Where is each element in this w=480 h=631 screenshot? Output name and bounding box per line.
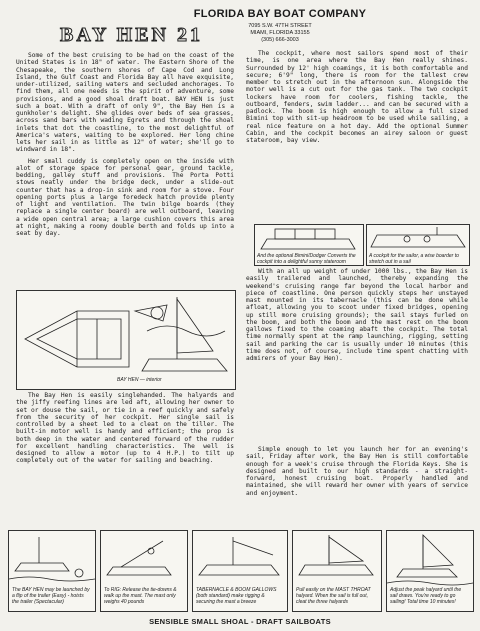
- caption-plan: BAY HEN — interior: [117, 377, 162, 383]
- caption-strip-sailing: Adjust the peak halyard until the sail draws. You're ready to go sailing! Total time 10 minutes!: [390, 587, 462, 605]
- strip-panel-sailing: [386, 530, 474, 612]
- summer-cabin-illustration: [254, 224, 364, 266]
- column-right-top: [246, 50, 468, 148]
- strip-panel-tabernacle: [192, 530, 288, 612]
- footer-tagline: SENSIBLE SMALL SHOAL - DRAFT SAILBOATS: [149, 617, 331, 626]
- cockpit-illustration: [366, 224, 470, 266]
- address-city: MIAMI, FLORIDA 33155: [250, 30, 310, 36]
- caption-strip-launch: The BAY HEN may be launched by a flip of the trailer (Easy) - hoists the trailer (Spectacular): [12, 587, 90, 605]
- address-street: 7095 S.W. 47TH STREET: [248, 23, 312, 29]
- strip-panel-halyard: [292, 530, 382, 612]
- halyard-svg: [293, 531, 381, 587]
- caption-strip-halyard: Pull easily on the MAST THROAT halyard. When the sail is full out, cleat the three halyards: [296, 587, 371, 605]
- sailing-svg: [387, 531, 473, 587]
- paragraph-singlehanded: The Bay Hen is easily singlehanded. The halyards and the jiffy reefing lines are led aft, allowing her owner to set or douse the sail, or tie in a reef quickly and safely from the security of her cockpit. Her single sail is controlled by a sheet led to a cleat on the tiller. The built-in motor well is handy and efficient; the prop is both deep in the water and centered forward of the rudder for excellent handling characteristics. The well is designed to allow a motor (up to 4 H.P.) to tilt up completely out of the water for sailing and beaching.: [16, 392, 234, 465]
- launch-svg: [9, 531, 95, 587]
- summer-cabin-svg: [255, 225, 363, 255]
- caption-strip-rig: To RIG: Release the tie-downs & walk up the mast. The mast only weighs 40 pounds: [104, 587, 177, 605]
- paragraph-cuddy: Her small cuddy is completely open on the inside with alot of storage space for personal gear, ground tackle, bedding, galley stuff and provisions. The Porta Potti stows neatly under the bridge deck, under a slide-out counter that has a drop-in sink and room for a stove. Four opening ports plus a large foredeck hatch provide plenty of light and ventilation. The twin bilge boards (they replace a single center board) are well outboard, leaving a wide open central area; a large cushion covers this area at night, making a roomy double berth and folds up into a seat by day.: [16, 157, 234, 237]
- column-right-bottom: [246, 446, 468, 501]
- column-left-bottom: [16, 392, 234, 469]
- rig-svg: [101, 531, 187, 587]
- column-left-top: [16, 52, 234, 241]
- caption-cabin: And the optional Bimini/Dodger Converts the cockpit into a delightful sunny stateroom: [257, 253, 356, 265]
- paragraph-intro: Some of the best cruising to be had on the coast of the United States is in 18" of water. The Eastern Shore of the Chesapeake, the southern shores of Cape Cod and Long Island, the Gulf Coast and Florida Bay all have exquisite, under-utilized, sailing waters and secluded anchorages. To find them, all one needs is the spirit of adventure, some provisions, and a good shoal draft boat. BAY HEN is just such a boat. With a draft of only 9", the Bay Hen is a gunkholer's delight. She glides over beds of sea grasses, across sand bars with wading Egrets and through the shoal inlets that dot the coastline, to the most delightful of America's waters, waiting to be explored. Her long chine lets her sail in as little as 12" of water; she'll go to windward in 18".: [16, 52, 234, 154]
- cockpit-svg: [367, 225, 469, 255]
- caption-cockpit: A cockpit for the sailor, a wise boarder to stretch out in a sail: [369, 253, 459, 265]
- paragraph-conclusion: Simple enough to let you launch her for an evening's sail, Friday after work, the Bay Hen is still comfortable enough for a week's cruise through the Florida Keys. She is designed and built to our high standards - a straight-forward, honest cruising boat. Properly handled and maintained, she will reward her owner with years of service and enjoyment.: [246, 446, 468, 497]
- boat-plan-illustration: [16, 290, 236, 390]
- company-address: [210, 23, 350, 44]
- boat-plan-svg: [17, 291, 235, 389]
- company-name: FLORIDA BAY BOAT COMPANY: [193, 8, 367, 20]
- address-phone: (305) 666-3003: [261, 37, 299, 43]
- strip-panel-rig: [100, 530, 188, 612]
- page-title: BAY HEN 21: [60, 24, 203, 46]
- strip-panel-launch: [8, 530, 96, 612]
- paragraph-trailering: With an all up weight of under 1000 lbs., the Bay Hen is easily trailered and launched, thereby expanding the weekend's cruising range far beyond the local harbor and piece of coastline. One person quickly steps her unstayed mast mounted in its tabernacle (this can be done while afloat, allowing you to scoot under fixed bridges, opening up still more cruising grounds); the sail stays furled on the boom, and both the boom and the mast rest on the boom gallows fixed to the coaming abaft the cockpit. The total time normally spent at the ramp launching, rigging, setting sail and parking the car is usually under 10 minutes (this time does not, of course, include time spent chatting with admirers of your Bay Hen).: [246, 268, 468, 362]
- paragraph-cockpit: The cockpit, where most sailors spend most of their time, is one area where the Bay Hen really shines. Surrounded by 12' high coamings, it is both comfortable and secure; 6'9" long, there is room for the tallest crew member to stretch out in the afternoon sun. Alongside the motor well is a cut out for the gas tank. The two cockpit lockers have room for coolers, fishing tackle, the outboard, fenders, swim ladder... and can be secured with a padlock. The boom is high enough to allow a full sized Bimini top with sit-up headroom to be used while sailing, a real nice feature on a hot day. Add the optional Summer Cabin, and the cockpit becomes an airey saloon or guest stateroom, bay view.: [246, 50, 468, 144]
- hull-profile-view: [142, 359, 227, 371]
- caption-strip-tabernacle: TABERNACLE & BOOM GALLOWS (both standard) make rigging & securing the mast a breeze: [196, 587, 277, 605]
- tabernacle-svg: [193, 531, 287, 587]
- column-right-middle: [246, 268, 468, 366]
